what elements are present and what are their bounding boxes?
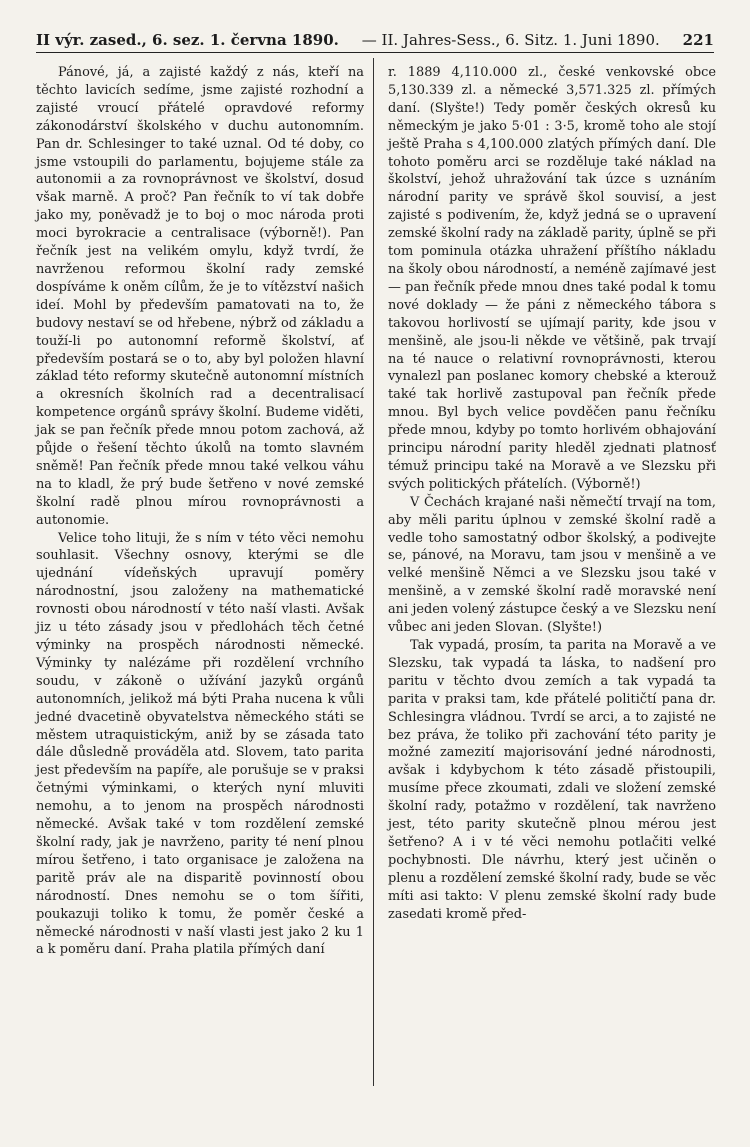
right-column [388, 64, 716, 924]
paragraph: Tak vypadá, prosím, ta parita na Moravě a ve Slezsku, tak vypadá ta láska, to nadšení pro paritu v těchto dvou zemích a tak vypadá ta parita v praksi tam, kde přátelé političtí pana dr. Schlesingra vládnou. Tvrdí se arci, a to zajisté ne bez práva, že toliko při zachování této parity je možné zamezití majorisování jedné národnosti, avšak i kdybychom k této zásadě přistoupili, musíme přece zkoumati, zdali ve složení zemské školní rady, potažmo v rozdělení, tak navrženo jest, této parity skutečně plnou mérou jest šetřeno? A i v té věci nemohu potlačiti velké pochybnosti. Dle návrhu, který jest učiněn o plenu a rozdělení zemské školní rady, bude se věc míti asi takto: V plenu zemské školní rady bude zasedati kromě před- [388, 638, 716, 922]
page-number: 221 [682, 31, 714, 49]
page-header [36, 28, 714, 52]
paragraph: Pánové, já, a zajisté každý z nás, kteří na těchto lavicích sedíme, jsme zajisté rozhodní a zajisté vroucí přátelé opravdové reformy zákonodárství školského v duchu autonomním. Pan dr. Schlesinger to také uznal. Od té doby, co jsme vstoupili do parlamentu, bojujeme stále za autonomii a za rovnoprávnost ve školství, dosud však marně. A proč? Pan řečník to ví tak dobře jako my, poněvadž je to boj o moc národa proti moci byrokracie a centralisace (výborně!). Pan řečník jest na velikém omylu, když tvrdí, že navrženou reformou školní rady zemské dospíváme k oněm cílům, že je to vítězství našich ideí. Mohl by především pamatovati na to, že budovy nestaví se od hřebene, nýbrž od základu a touží-li po autonomní reformě školství, ať především postará se o to, aby byl položen hlavní základ této reformy skutečně autonomní místních a okresních školních rad a decentralisací kompetence orgánů správy školní. Budeme viděti, jak se pan řečník přede mnou potom zachová, až půjde o řešení těchto úkolů na tomto slavném sněmě! Pan řečník přede mnou také velkou váhu na to kladl, že prý bude šetřeno v nové zemské školní radě plnou mírou rovnoprávnosti a autonomie. [36, 65, 364, 528]
left-column [36, 64, 364, 959]
header-rule [36, 52, 714, 53]
header-left: II výr. zased., 6. sez. 1. června 1890. [36, 31, 339, 49]
column-divider [373, 58, 374, 1086]
paragraph: Velice toho lituji, že s ním v této věci nemohu souhlasit. Všechny osnovy, kterými se dle ujednání vídeňských upravují poměry národnostní, jsou založeny na mathematické rovnosti obou národností v této naší vlasti. Avšak jiz u této zásady jsou v předlohách těch četné výminky na prospěch národnosti německé. Výminky ty nalézáme při rozdělení vrchního soudu, v zákoně o užívání jazyků orgánů autonomních, jelikož má býti Praha nucena k vůli jedné dvacetině obyvatelstva německého státi se městem utraquistickým, aniž by se zásada tato dále důsledně prováděla atd. Slovem, tato parita jest především na papíře, ale porušuje se v praksi četnými výminkami, o kterých nyní mluviti nemohu, a to jenom na prospěch národnosti německé. Avšak také v tom rozdělení zemské školní rady, jak je navrženo, parity té není plnou mírou šetřeno, i tato organisace je založena na paritě práv ale na disparitě povinností obou národností. Dnes nemohu se o tom šířiti, poukazuji toliko k tomu, že poměr české a německé národnosti v naší vlasti jest jako 2 ku 1 a k poměru daní. Praha platila přímých daní [36, 530, 364, 958]
header-center: — II. Jahres-Sess., 6. Sitz. 1. Juni 1890. [361, 31, 660, 49]
paragraph: r. 1889 4,110.000 zl., české venkovské obce 5,130.339 zl. a německé 3,571.325 zl. přímých daní. (Slyšte!) Tedy poměr českých okresů ku německým je jako 5·01 : 3·5, kromě toho ale stojí ještě Praha s 4,100.000 zlatých přímých daní. Dle tohoto poměru arci se rozděluje také náklad na školství, jehož uhražování tak úzce s uznáním národní parity ve správě škol souvisí, a jest zajisté s podivením, že, když jedná se o upravení zemské školní rady na základě parity, úplně se při tom pominula otázka uhražení příštího nákladu na školy obou národností, a neméně zajímavé jest — pan řečník přede mnou dnes také podal k tomu nové doklady — že páni z německého tábora s takovou horlivostí se ujímají parity, kde jsou v menšině, ale jsou-li někde ve většině, pak trvají na té nauce o relativní rovnoprávnosti, kterou vynalezl pan poslanec komory chebské a kterouž také tak horlivě zastupoval pan řečník přede mnou. Byl bych velice povděčen panu řečníku přede mnou, kdyby po tomto horlivém obhajování principu národní parity hleděl zjednati platnosť témuž principu také na Moravě a ve Slezsku při svých politických přátelích. (Výborně!) [388, 65, 716, 492]
paragraph: V Čechách krajané naši němečtí trvají na tom, aby měli paritu úplnou v zemské školní radě a vedle toho samostatný odbor školský, a podivejte se, pánové, na Moravu, tam jsou v menšině a ve velké menšině Němci a ve Slezsku jsou také v menšině, a v zemské školní radě moravské není ani jeden volený zástupce český a ve Slezsku není vůbec ani jeden Slovan. (Slyšte!) [388, 494, 716, 636]
